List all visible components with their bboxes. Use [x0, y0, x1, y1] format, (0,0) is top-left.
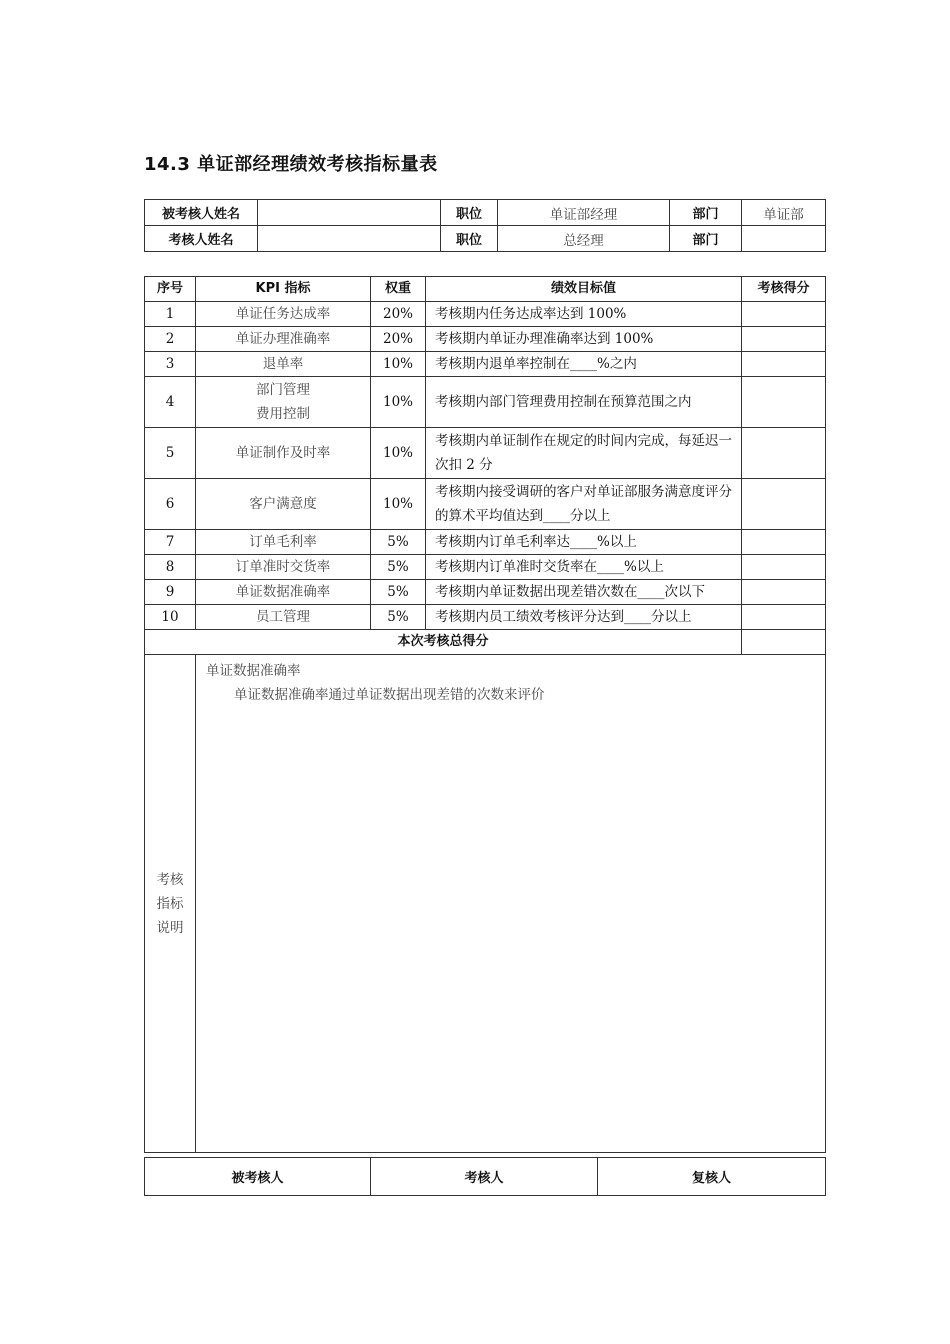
description-text: 单证数据准确率通过单证数据出现差错的次数来评价	[234, 687, 545, 703]
description-row	[145, 655, 826, 1153]
kpi-row	[145, 555, 826, 580]
kpi-row	[145, 302, 826, 327]
kpi-row	[145, 530, 826, 555]
description-heading: 单证数据准确率	[206, 663, 301, 679]
kpi-row	[145, 377, 826, 428]
kpi-name: 订单准时交货率	[196, 555, 371, 580]
kpi-no: 1	[145, 302, 196, 327]
kpi-weight: 10%	[371, 377, 426, 428]
header-target: 绩效目标值	[426, 277, 742, 302]
kpi-score-field[interactable]	[742, 555, 826, 580]
kpi-target: 考核期内部门管理费用控制在预算范围之内	[426, 377, 742, 428]
kpi-score-field[interactable]	[742, 479, 826, 530]
assessor-dept-label: 部门	[670, 226, 742, 252]
kpi-weight: 5%	[371, 555, 426, 580]
kpi-row	[145, 605, 826, 630]
assessee-signature[interactable]: 被考核人	[145, 1158, 371, 1196]
kpi-name: 单证制作及时率	[196, 428, 371, 479]
kpi-score-field[interactable]	[742, 605, 826, 630]
assessee-name-field[interactable]	[258, 200, 441, 226]
kpi-name: 订单毛利率	[196, 530, 371, 555]
kpi-weight: 10%	[371, 479, 426, 530]
total-score-field[interactable]	[742, 630, 826, 655]
header-no: 序号	[145, 277, 196, 302]
description-body	[196, 655, 826, 1153]
assessee-dept-value: 单证部	[742, 200, 826, 226]
header-kpi: KPI 指标	[196, 277, 371, 302]
kpi-no: 6	[145, 479, 196, 530]
kpi-weight: 5%	[371, 605, 426, 630]
assessor-name-field[interactable]	[258, 226, 441, 252]
kpi-name: 部门管理 费用控制	[196, 377, 371, 428]
kpi-target: 考核期内订单准时交货率在____%以上	[426, 555, 742, 580]
kpi-weight: 10%	[371, 352, 426, 377]
assessee-name-label: 被考核人姓名	[145, 200, 258, 226]
kpi-target: 考核期内单证制作在规定的时间内完成，每延迟一次扣 2 分	[426, 428, 742, 479]
kpi-score-field[interactable]	[742, 377, 826, 428]
kpi-score-field[interactable]	[742, 352, 826, 377]
kpi-row	[145, 479, 826, 530]
header-score: 考核得分	[742, 277, 826, 302]
assessor-signature[interactable]: 考核人	[371, 1158, 598, 1196]
kpi-no: 2	[145, 327, 196, 352]
kpi-score-field[interactable]	[742, 302, 826, 327]
kpi-target: 考核期内订单毛利率达____%以上	[426, 530, 742, 555]
assessee-position-value: 单证部经理	[498, 200, 670, 226]
assessor-name-label: 考核人姓名	[145, 226, 258, 252]
kpi-name: 员工管理	[196, 605, 371, 630]
header-weight: 权重	[371, 277, 426, 302]
page-title: 14.3 单证部经理绩效考核指标量表	[144, 154, 438, 175]
kpi-target: 考核期内退单率控制在____%之内	[426, 352, 742, 377]
kpi-score-field[interactable]	[742, 428, 826, 479]
kpi-target: 考核期内任务达成率达到 100%	[426, 302, 742, 327]
kpi-no: 7	[145, 530, 196, 555]
info-row-assessor	[145, 226, 826, 252]
kpi-no: 9	[145, 580, 196, 605]
kpi-row	[145, 352, 826, 377]
assessor-dept-field[interactable]	[742, 226, 826, 252]
total-row	[145, 630, 826, 655]
description-label: 考核 指标 说明	[145, 655, 196, 1153]
kpi-score-field[interactable]	[742, 530, 826, 555]
kpi-score-field[interactable]	[742, 327, 826, 352]
reviewer-signature[interactable]: 复核人	[598, 1158, 826, 1196]
kpi-weight: 20%	[371, 327, 426, 352]
kpi-table	[144, 276, 826, 1153]
assessee-dept-label: 部门	[670, 200, 742, 226]
kpi-weight: 10%	[371, 428, 426, 479]
kpi-name: 客户满意度	[196, 479, 371, 530]
kpi-name: 单证数据准确率	[196, 580, 371, 605]
kpi-weight: 20%	[371, 302, 426, 327]
kpi-score-field[interactable]	[742, 580, 826, 605]
signature-row	[145, 1158, 826, 1196]
kpi-target: 考核期内单证数据出现差错次数在____次以下	[426, 580, 742, 605]
assessor-position-label: 职位	[441, 226, 498, 252]
kpi-weight: 5%	[371, 530, 426, 555]
kpi-target: 考核期内单证办理准确率达到 100%	[426, 327, 742, 352]
kpi-header-row	[145, 277, 826, 302]
info-row-assessee	[145, 200, 826, 226]
total-label: 本次考核总得分	[145, 630, 742, 655]
kpi-row	[145, 428, 826, 479]
kpi-name: 退单率	[196, 352, 371, 377]
assessor-position-value: 总经理	[498, 226, 670, 252]
kpi-target: 考核期内员工绩效考核评分达到____分以上	[426, 605, 742, 630]
kpi-target: 考核期内接受调研的客户对单证部服务满意度评分的算术平均值达到____分以上	[426, 479, 742, 530]
kpi-row	[145, 580, 826, 605]
kpi-no: 4	[145, 377, 196, 428]
signature-table	[144, 1157, 826, 1196]
info-table	[144, 199, 826, 252]
kpi-weight: 5%	[371, 580, 426, 605]
kpi-row	[145, 327, 826, 352]
kpi-no: 8	[145, 555, 196, 580]
kpi-no: 5	[145, 428, 196, 479]
kpi-no: 10	[145, 605, 196, 630]
kpi-name: 单证办理准确率	[196, 327, 371, 352]
kpi-name: 单证任务达成率	[196, 302, 371, 327]
assessee-position-label: 职位	[441, 200, 498, 226]
kpi-no: 3	[145, 352, 196, 377]
